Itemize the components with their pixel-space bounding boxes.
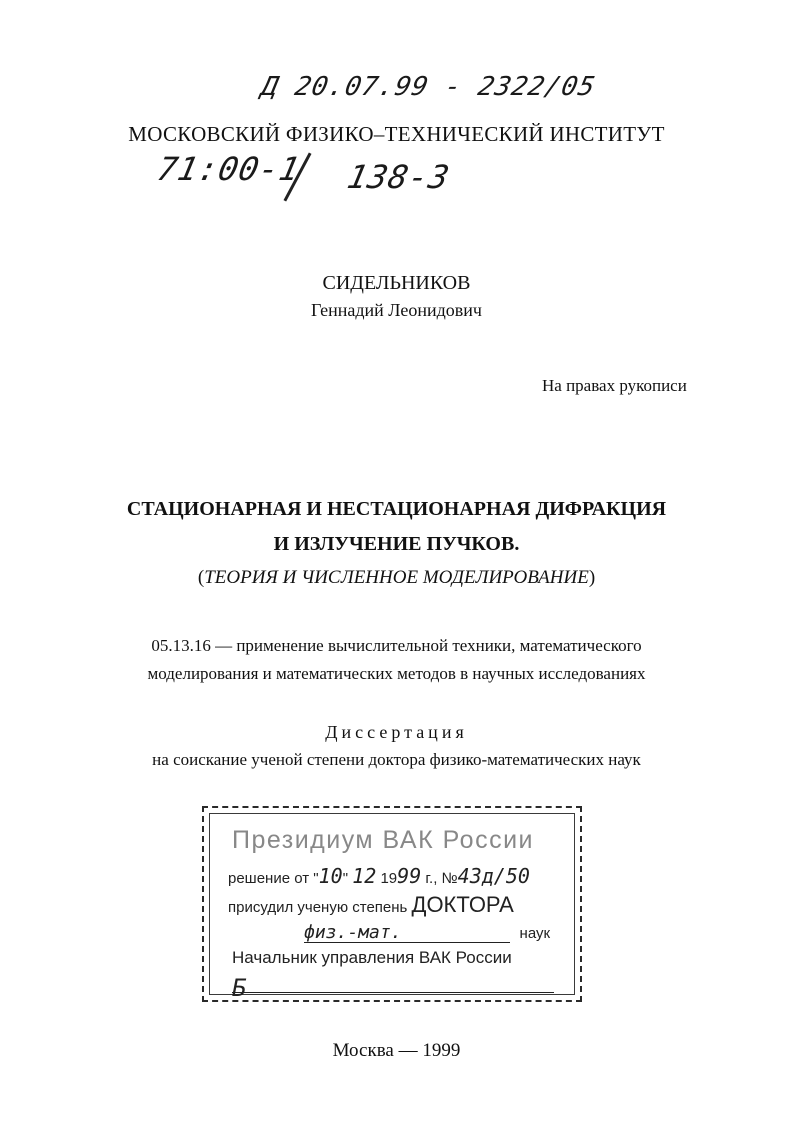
- stamp-year-suffix: 99: [397, 864, 422, 888]
- author-surname: СИДЕЛЬНИКОВ: [322, 272, 471, 294]
- subtitle-text: ТЕОРИЯ И ЧИСЛЕННОЕ МОДЕЛИРОВАНИЕ: [204, 567, 589, 588]
- place-year: Москва — 1999: [332, 1040, 461, 1061]
- handwritten-record-number: Д 20.07.99 - 2322/05: [258, 72, 599, 102]
- institution-name: МОСКОВСКИЙ ФИЗИКО–ТЕХНИЧЕСКИЙ ИНСТИТУТ: [128, 122, 665, 146]
- vak-stamp: [202, 806, 582, 1002]
- manuscript-note: На правах рукописи: [542, 376, 687, 395]
- stamp-number-prefix: г., №: [421, 870, 458, 887]
- stamp-degree: ДОКТОРА: [411, 892, 514, 917]
- stamp-inner-border: [209, 813, 575, 1002]
- stamp-field: физ.-мат.: [304, 922, 402, 943]
- stamp-field-underline: [304, 942, 510, 943]
- stamp-day: 10: [318, 864, 343, 888]
- stamp-award-line: [228, 892, 514, 918]
- stamp-head-title: Начальник управления ВАК России: [232, 948, 512, 967]
- degree-line: на соискание ученой степени доктора физико-математических наук: [152, 750, 641, 769]
- stamp-signature: Б: [232, 974, 247, 1002]
- stamp-signature-line: [232, 992, 554, 993]
- stamp-month: 12: [352, 864, 377, 888]
- subtitle-open-paren: (: [197, 567, 205, 588]
- stamp-field-line: [266, 922, 550, 943]
- stamp-decision-prefix: решение от ": [228, 870, 319, 887]
- subtitle: [0, 567, 793, 589]
- stamp-sciences: наук: [519, 925, 551, 942]
- stamp-number: 43д/50: [457, 864, 530, 888]
- subtitle-close-paren: ): [588, 567, 596, 588]
- dissertation-label: Диссертация: [325, 722, 468, 742]
- stamp-quote: ": [342, 870, 353, 887]
- stamp-year-prefix: 19: [376, 870, 398, 887]
- title-line-1: СТАЦИОНАРНАЯ И НЕСТАЦИОНАРНАЯ ДИФРАКЦИЯ: [126, 498, 667, 520]
- title-line-2: И ИЗЛУЧЕНИЕ ПУЧКОВ.: [273, 533, 520, 555]
- author-name: Геннадий Леонидович: [311, 300, 482, 320]
- stamp-awarded: присудил ученую степень: [228, 899, 408, 916]
- specialty-line-1: 05.13.16 — применение вычислительной техники, математического: [151, 636, 642, 655]
- stamp-header: Президиум ВАК России: [232, 826, 534, 854]
- specialty-line-2: моделирования и математических методов в научных исследованиях: [147, 664, 646, 683]
- stamp-decision-line: [228, 864, 530, 888]
- handwritten-code-left: 71:00-1: [153, 150, 304, 188]
- handwritten-code-right: 138-3: [343, 158, 454, 196]
